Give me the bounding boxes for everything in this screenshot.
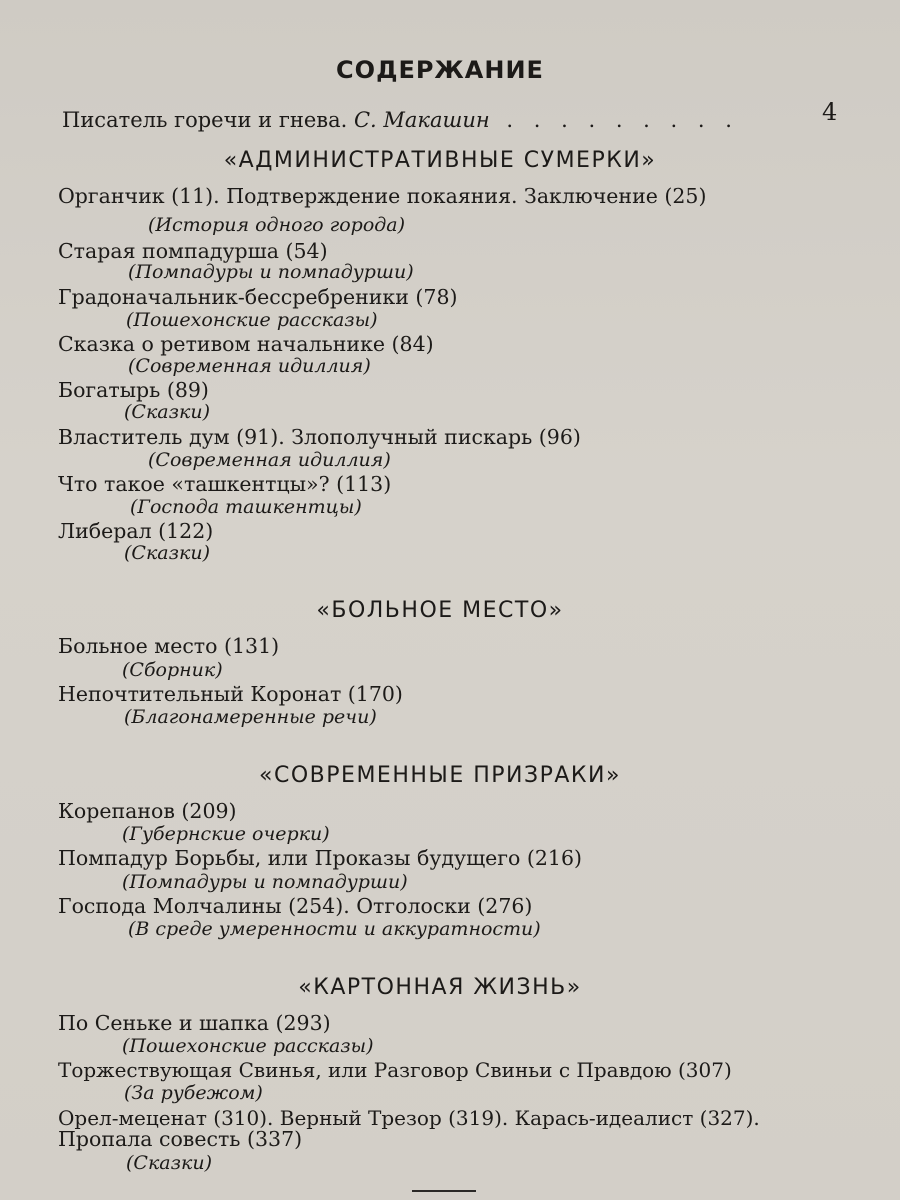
- toc-entry-source: (Сказки): [124, 542, 210, 564]
- toc-entry: Либерал (122): [58, 519, 214, 543]
- toc-entry-source: (За рубежом): [124, 1082, 263, 1104]
- toc-entry-source: (В среде умеренности и аккуратности): [128, 918, 541, 940]
- toc-entry: Властитель дум (91). Злополучный пискарь (96): [58, 425, 581, 449]
- toc-entry: Торжествующая Свинья, или Разговор Свиньи с Правдою (307): [58, 1058, 732, 1082]
- toc-entry: Непочтительный Коронат (170): [58, 682, 403, 706]
- toc-entry-source: (Современная идиллия): [148, 449, 391, 471]
- toc-entry-source: (Сборник): [122, 659, 223, 681]
- section-heading: «КАРТОННАЯ ЖИЗНЬ»: [298, 975, 582, 1000]
- toc-entry-source: (Сказки): [126, 1152, 212, 1174]
- toc-entry-source: (Пошехонские рассказы): [122, 1035, 374, 1057]
- page-title: СОДЕРЖАНИЕ: [336, 56, 544, 84]
- toc-entry: Пропала совесть (337): [58, 1127, 303, 1151]
- page-end-rule: [412, 1190, 476, 1192]
- intro-title: Писатель горечи и гнева.: [62, 108, 348, 132]
- toc-entry: Органчик (11). Подтверждение покаяния. Заключение (25): [58, 184, 707, 208]
- toc-entry-source: (Господа ташкентцы): [130, 496, 362, 518]
- intro-entry: [62, 108, 739, 132]
- toc-entry: Орел-меценат (310). Верный Трезор (319). Карась-идеалист (327).: [58, 1106, 760, 1130]
- toc-entry-source: (Современная идиллия): [128, 355, 371, 377]
- intro-page-number: 4: [822, 98, 838, 126]
- toc-entry: Помпадур Борьбы, или Проказы будущего (216): [58, 846, 583, 870]
- toc-entry-source: (Помпадуры и помпадурши): [128, 261, 414, 283]
- intro-author: С. Макашин: [353, 108, 490, 132]
- toc-entry: Старая помпадурша (54): [58, 239, 328, 263]
- toc-entry: Что такое «ташкентцы»? (113): [58, 472, 392, 496]
- toc-entry-source: (История одного города): [148, 214, 406, 236]
- toc-entry: По Сеньке и шапка (293): [58, 1011, 331, 1035]
- section-heading: «АДМИНИСТРАТИВНЫЕ СУМЕРКИ»: [223, 148, 657, 173]
- section-heading: «СОВРЕМЕННЫЕ ПРИЗРАКИ»: [259, 763, 621, 788]
- toc-entry: Больное место (131): [58, 634, 280, 658]
- toc-entry-source: (Губернские очерки): [122, 823, 330, 845]
- toc-entry: Сказка о ретивом начальнике (84): [58, 332, 434, 356]
- toc-entry: Господа Молчалины (254). Отголоски (276): [58, 894, 533, 918]
- toc-entry-source: (Сказки): [124, 401, 210, 423]
- leader-dots: . . . . . . . . .: [506, 108, 739, 132]
- toc-entry: Градоначальник-бессребреники (78): [58, 285, 458, 309]
- toc-entry: Богатырь (89): [58, 378, 209, 402]
- toc-entry-source: (Пошехонские рассказы): [126, 309, 378, 331]
- section-heading: «БОЛЬНОЕ МЕСТО»: [316, 598, 564, 623]
- toc-entry-source: (Помпадуры и помпадурши): [122, 871, 408, 893]
- toc-entry-source: (Благонамеренные речи): [124, 706, 377, 728]
- toc-entry: Корепанов (209): [58, 799, 237, 823]
